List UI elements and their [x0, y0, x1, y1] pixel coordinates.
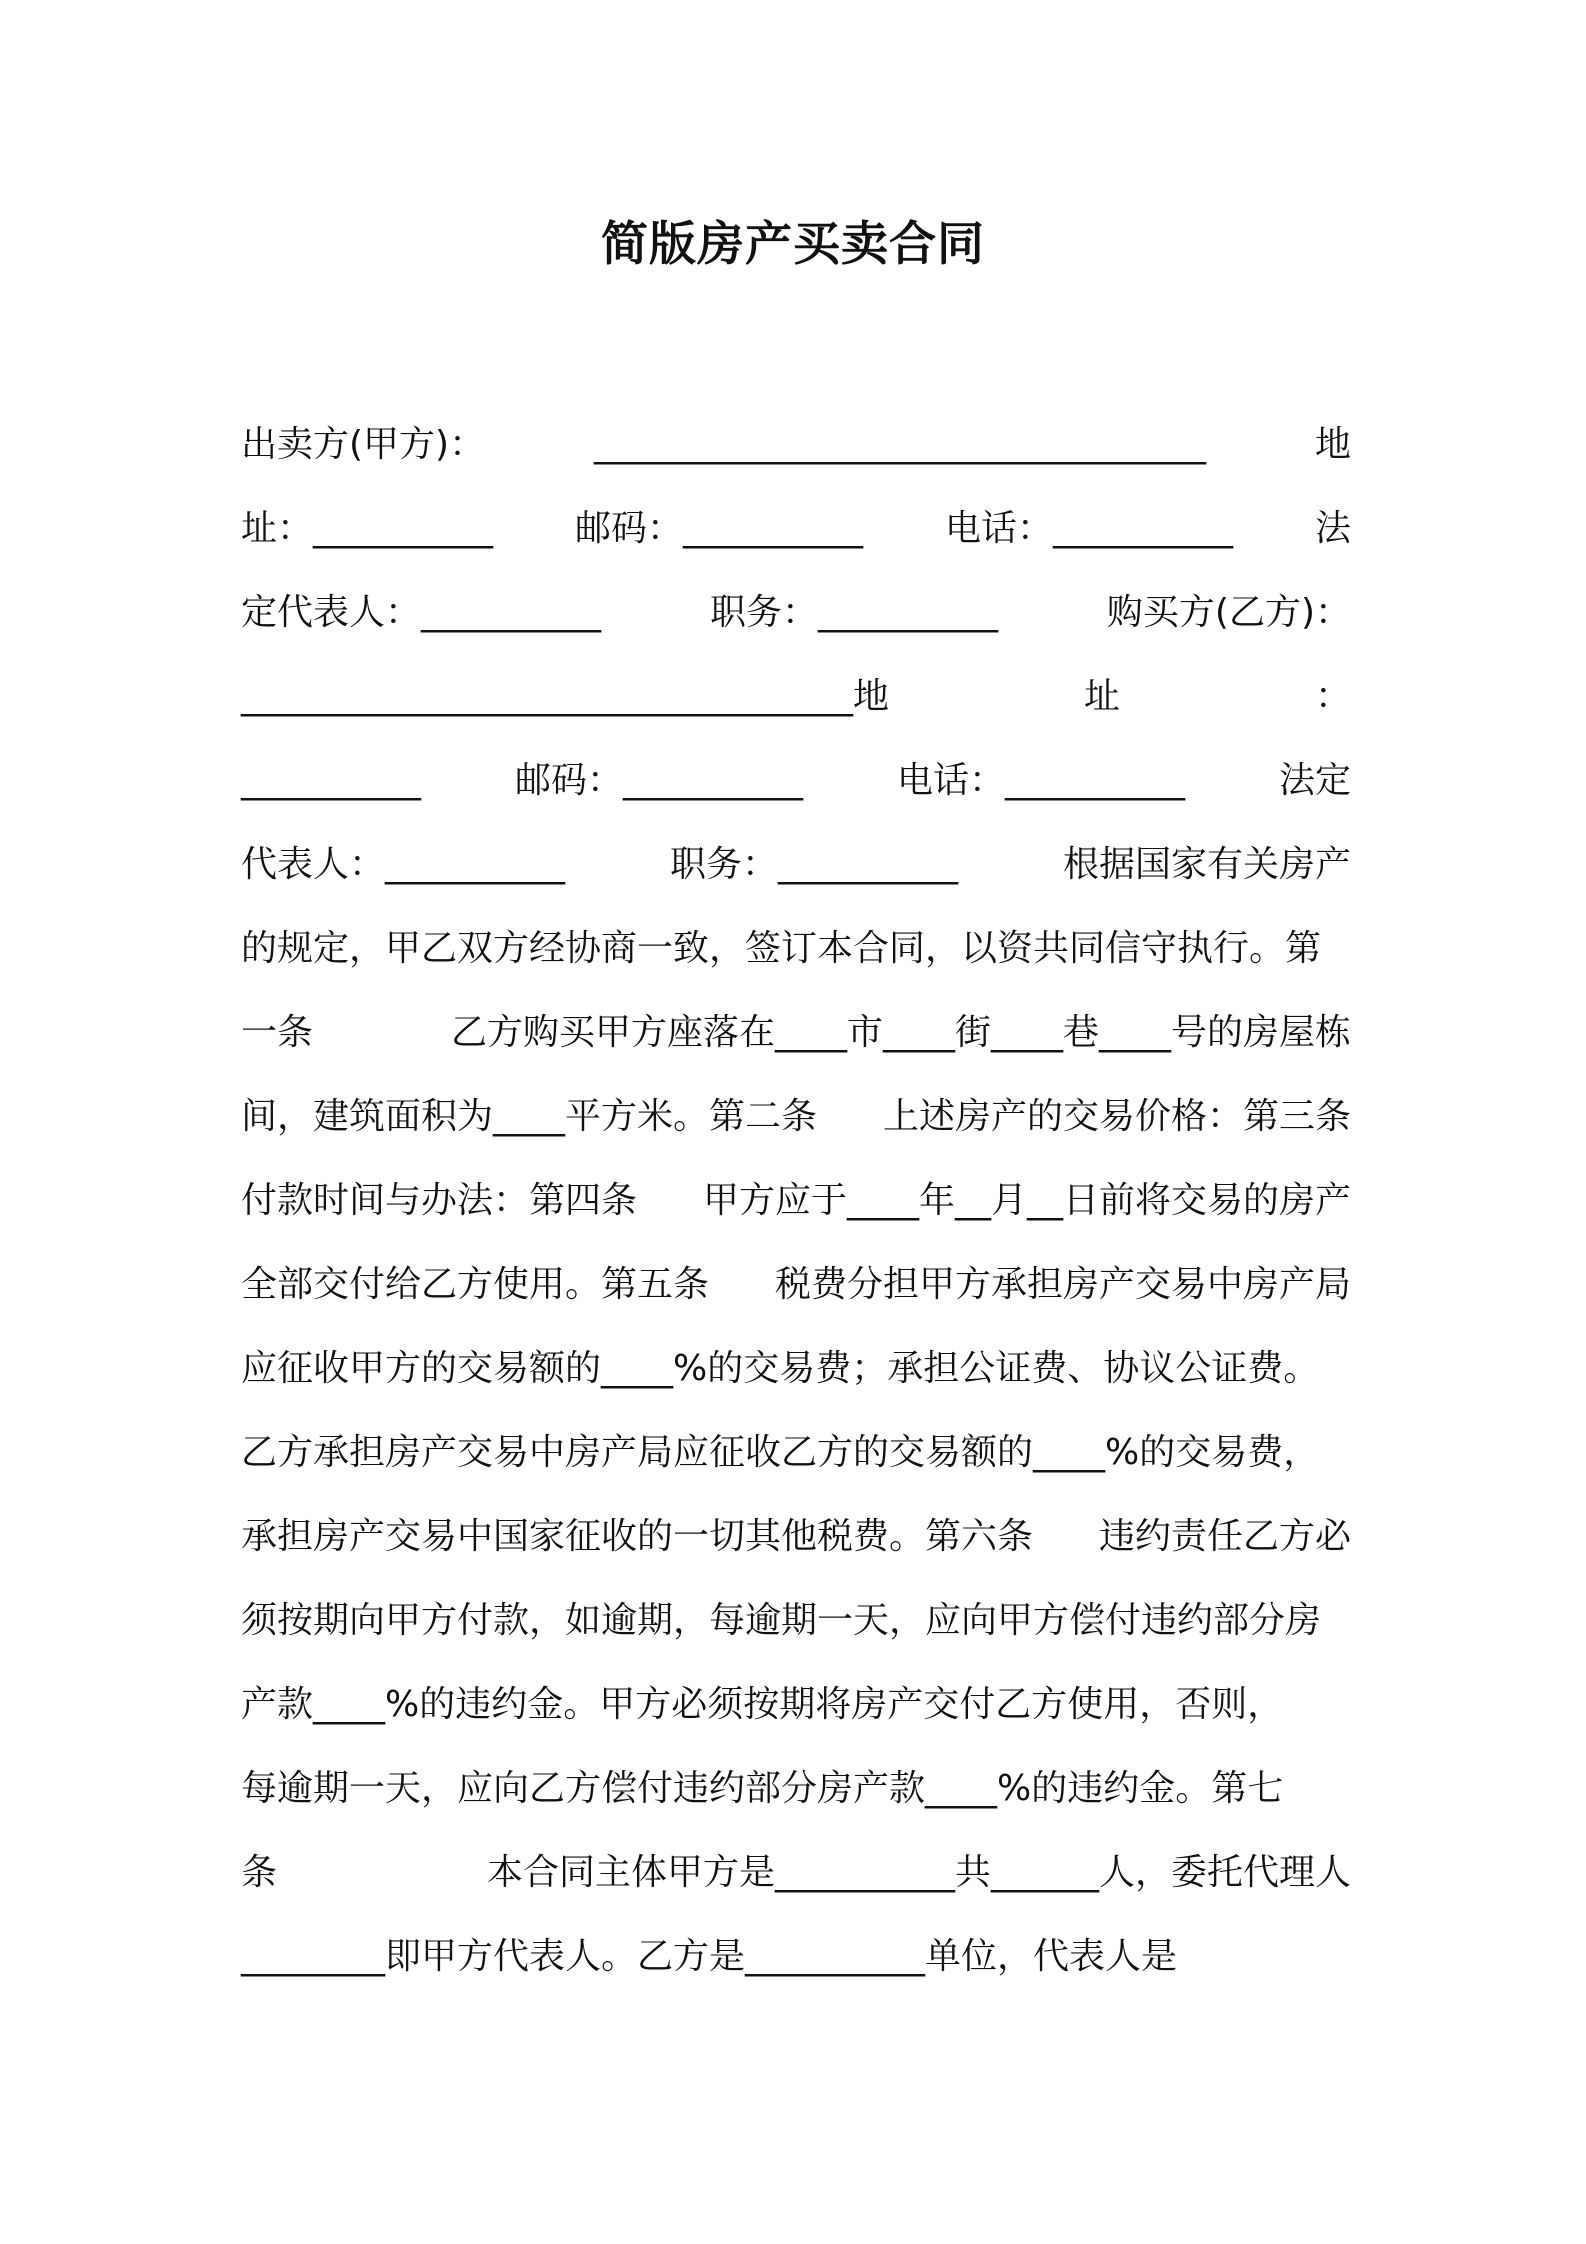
text-segment: ： — [1314, 676, 1351, 717]
buyer-postcode: 邮码：__________ — [514, 760, 803, 801]
body-line — [241, 487, 1351, 571]
text-segment: 乙方承担房产交易中房产局应征收乙方的交易额的____%的交易费， — [241, 1432, 1320, 1473]
text-segment: 法定 — [1278, 760, 1351, 801]
text-segment: 法 — [1314, 508, 1351, 549]
body-line — [241, 1411, 1351, 1495]
body-line — [241, 1327, 1351, 1411]
text-segment: 每逾期一天，应向乙方偿付违约部分房产款____%的违约金。第七 — [241, 1768, 1284, 1809]
clause-heading: 条 — [241, 1852, 278, 1893]
seller-name-blank: __________________________________ — [594, 424, 1207, 465]
body-line — [241, 1831, 1351, 1915]
text-segment: 本合同主体甲方是__________共______人，委托代理人 — [486, 1852, 1351, 1893]
body-line — [241, 1075, 1351, 1159]
buyer-name-blank: __________________________________地 — [241, 676, 889, 717]
text-segment: 址 — [1083, 676, 1120, 717]
text-segment: 地 — [1314, 424, 1351, 465]
text-segment: 违约责任乙方必 — [1098, 1516, 1351, 1557]
body-line — [241, 823, 1351, 907]
seller-address: 址：__________ — [241, 508, 494, 549]
contract-body — [241, 403, 1351, 1999]
seller-phone: 电话：__________ — [944, 508, 1233, 549]
body-line — [241, 1243, 1351, 1327]
body-line — [241, 991, 1351, 1075]
seller-postcode: 邮码：__________ — [574, 508, 863, 549]
text-segment: ________即甲方代表人。乙方是__________单位，代表人是 — [241, 1936, 1178, 1977]
text-segment: 须按期向甲方付款，如逾期，每逾期一天，应向甲方偿付违约部分房 — [241, 1600, 1322, 1641]
text-segment: 乙方购买甲方座落在____市____街____巷____号的房屋栋 — [450, 1012, 1351, 1053]
seller-label: 出卖方(甲方)： — [241, 424, 486, 465]
body-line — [241, 1663, 1351, 1747]
body-line — [241, 655, 1351, 739]
body-line — [241, 1159, 1351, 1243]
text-segment: 根据国家有关房产 — [1062, 844, 1351, 885]
buyer-phone: 电话：__________ — [896, 760, 1185, 801]
text-segment: 的规定，甲乙双方经协商一致，签订本合同，以资共同信守执行。第 — [241, 928, 1322, 969]
text-segment: 应征收甲方的交易额的____%的交易费；承担公证费、协议公证费。 — [241, 1348, 1320, 1389]
text-segment: 间，建筑面积为____平方米。第二条 — [241, 1096, 818, 1137]
text-segment: 甲方应于____年__月__日前将交易的房产 — [702, 1180, 1351, 1221]
body-line — [241, 1915, 1351, 1999]
body-line — [241, 1747, 1351, 1831]
text-segment: 付款时间与办法：第四条 — [241, 1180, 638, 1221]
body-line — [241, 403, 1351, 487]
body-line — [241, 1579, 1351, 1663]
seller-legal-representative: 定代表人：__________ — [241, 592, 602, 633]
body-line — [241, 571, 1351, 655]
seller-position: 职务：__________ — [709, 592, 998, 633]
clause-heading: 一条 — [241, 1012, 314, 1053]
buyer-position: 职务：__________ — [669, 844, 958, 885]
text-segment: 上述房产的交易价格：第三条 — [882, 1096, 1351, 1137]
buyer-label: 购买方(乙方)： — [1106, 592, 1351, 633]
text-segment: 全部交付给乙方使用。第五条 — [241, 1264, 710, 1305]
buyer-legal-representative: 代表人：__________ — [241, 844, 566, 885]
buyer-address-blank: __________ — [241, 760, 421, 801]
body-line — [241, 1495, 1351, 1579]
text-segment: 产款____%的违约金。甲方必须按期将房产交付乙方使用，否则， — [241, 1684, 1284, 1725]
text-segment: 税费分担甲方承担房产交易中房产局 — [774, 1264, 1351, 1305]
body-line — [241, 739, 1351, 823]
body-line — [241, 907, 1351, 991]
text-segment: 承担房产交易中国家征收的一切其他税费。第六条 — [241, 1516, 1034, 1557]
document-title: 简版房产买卖合同 — [601, 217, 985, 272]
